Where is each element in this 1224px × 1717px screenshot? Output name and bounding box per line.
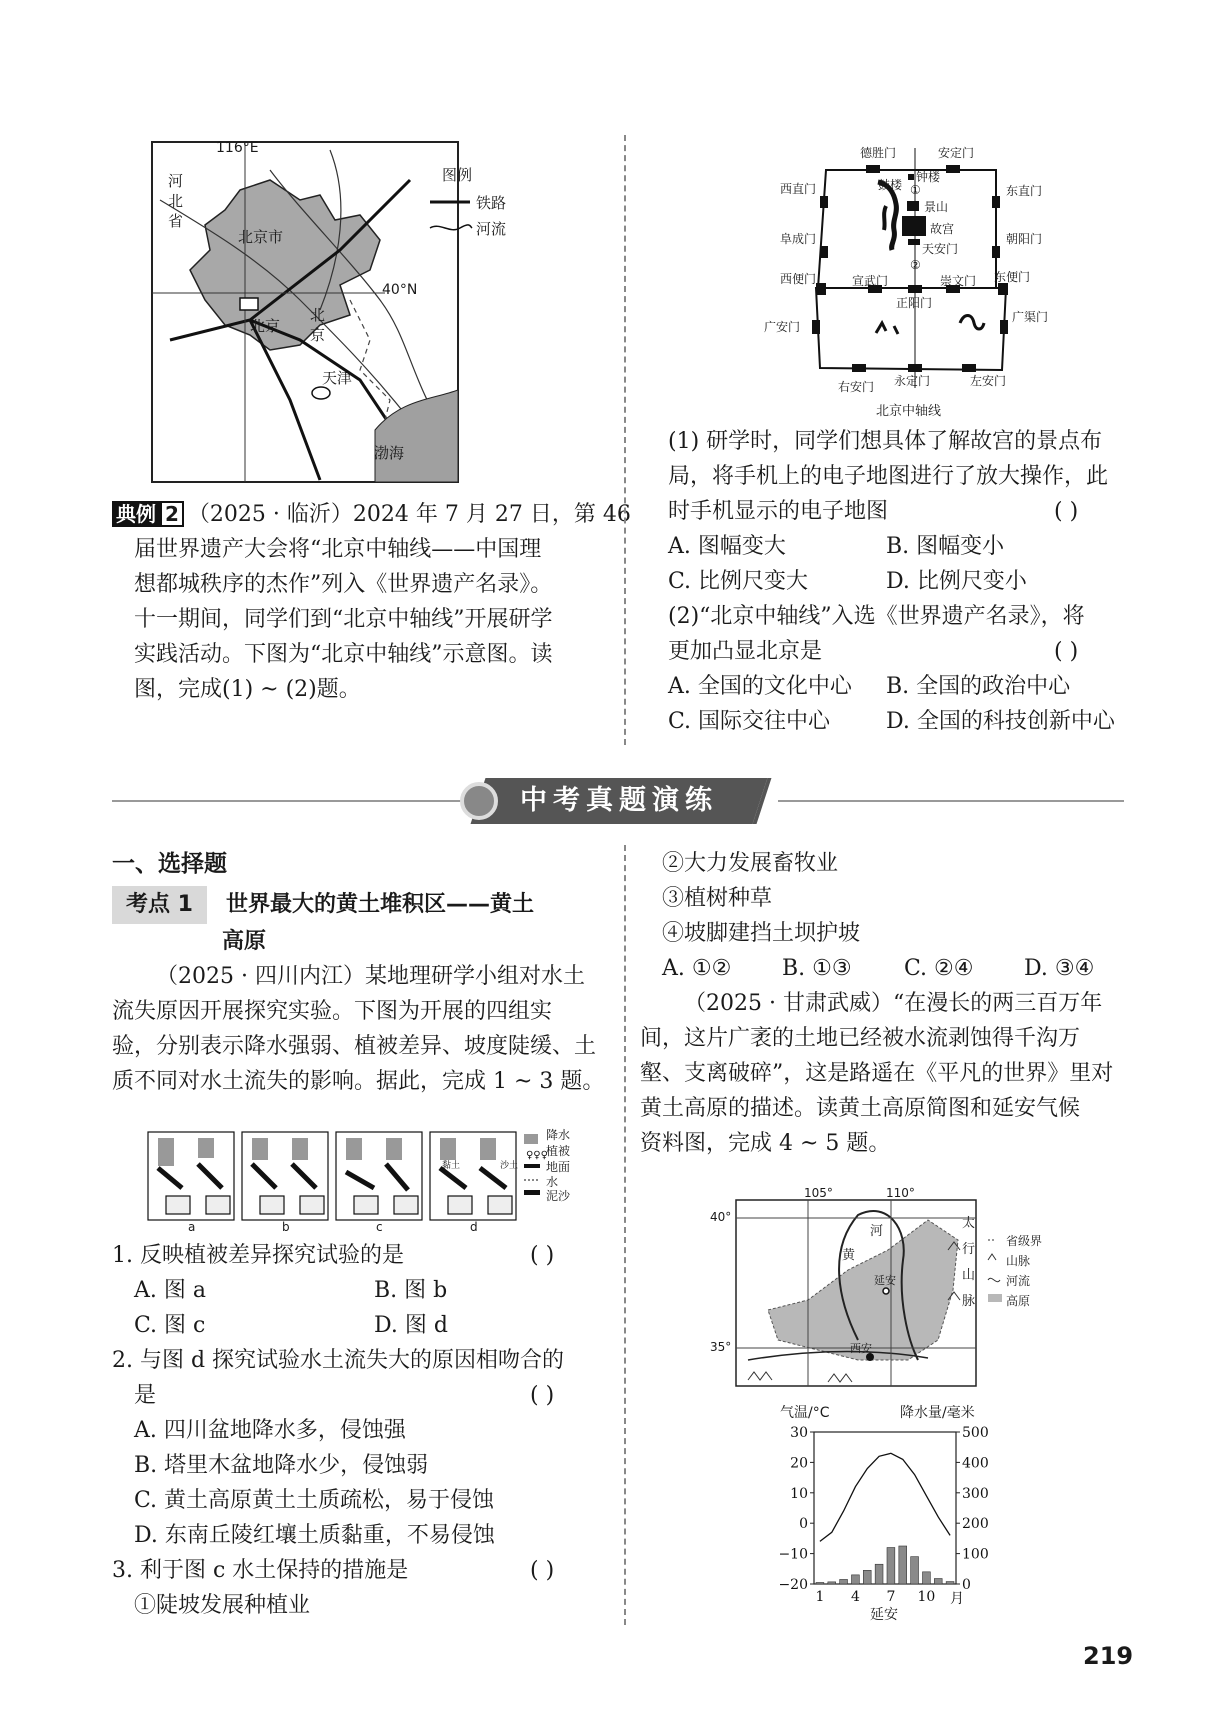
q1-line-1: 局，将手机上的电子地图进行了放大操作，此 (668, 464, 1109, 489)
exp-d-sand: 沙土 (500, 1161, 519, 1171)
exp-label-d: d (470, 1220, 478, 1234)
q2-stem-2: 是 ( ) (112, 1378, 612, 1413)
loess-legend-plateau: 高原 (1006, 1294, 1031, 1308)
precip-tick-label: 200 (962, 1516, 989, 1533)
precip-tick-label: 300 (962, 1485, 989, 1502)
q2-opt-a: A. 四川盆地降水多，侵蚀强 (134, 1418, 406, 1443)
q2-paren: ( ) (530, 1383, 555, 1408)
example2-line-5: 图，完成(1) ~ (2)题。 (134, 677, 361, 702)
column-divider-bottom (624, 845, 626, 1625)
legend-railway: 铁路 (476, 194, 507, 212)
q1-line-2: 时手机显示的电子地图 ( ) (668, 494, 1138, 529)
province-label-2: 北 (168, 192, 184, 210)
temp-tick-label: 30 (790, 1425, 808, 1441)
q1-answer-paren: ( ) (1054, 499, 1079, 524)
q1-paren: ( ) (530, 1243, 555, 1268)
month-tick-label: 4 (850, 1589, 860, 1605)
q1-options-row1: A. 图幅变大 B. 图幅变小 (668, 534, 1005, 559)
landmark-gugong: 故宫 (930, 222, 955, 236)
left-column-bottom (112, 846, 612, 1099)
temp-tick-label: 0 (799, 1516, 808, 1533)
gate-xuanwumen: 宣武门 (852, 274, 889, 288)
loess-plateau-map (708, 1186, 1078, 1410)
q3-item-4: ④坡脚建挡土坝护坡 (662, 921, 861, 946)
exp-label-a: a (188, 1220, 196, 1234)
precip-bar (923, 1572, 931, 1584)
loess-lat1: 40° (710, 1210, 732, 1224)
month-tick-label: 10 (917, 1589, 936, 1605)
example2-line-0: 典例 2 （2025 · 临沂）2024 年 7 月 27 日，第 46 (112, 497, 612, 532)
precip-bar (887, 1548, 895, 1584)
loess-huang: 黄 (842, 1248, 856, 1263)
q2-opt-c: C. 黄土高原黄土土质疏松，易于侵蚀 (134, 1488, 495, 1513)
example2-line-4: 实践活动。下图为“北京中轴线”示意图。读 (134, 642, 553, 667)
month-tick-label: 1 (815, 1589, 825, 1605)
intro-line-2: 验，分别表示降水强弱、植被差异、坡度陡缓、土 (112, 1034, 597, 1059)
kaodian-title-1: 世界最大的黄土堆积区——黄土 (225, 892, 534, 917)
precip-tick-label: 0 (962, 1577, 971, 1593)
loess-taihang-1: 太 (962, 1216, 976, 1231)
axis-map-caption: 北京中轴线 (876, 404, 942, 419)
gate-chongwenmen: 崇文门 (940, 274, 977, 288)
precip-bar (852, 1575, 860, 1584)
q2-opt-b: B. 塔里木盆地降水少，侵蚀弱 (134, 1453, 429, 1478)
province-label-3: 省 (168, 212, 184, 230)
loess-taihang-2: 行 (962, 1242, 976, 1257)
q2-stem-1: 2. 与图 d 探究试验水土流失大的原因相吻合的 (112, 1348, 565, 1373)
loess-legend-river: 河流 (1006, 1274, 1031, 1288)
gate-zhengyangmen: 正阳门 (896, 296, 933, 310)
beijing-label: 北京 (250, 317, 281, 335)
precip-axis-label: 降水量/毫米 (900, 1405, 975, 1421)
intro2-line-3: 黄土高原的描述。读黄土高原简图和延安气候 (640, 1096, 1081, 1121)
q2-options-row2: C. 国际交往中心 D. 全国的科技创新中心 (668, 709, 1115, 734)
legend-title: 图例 (442, 166, 473, 184)
gate-fuchengmen: 阜成门 (780, 232, 817, 246)
beijing-region-map (150, 140, 710, 490)
gate-guanganmen: 广安门 (764, 320, 801, 334)
landmark-zhonglou: 钟楼 (916, 170, 941, 184)
marker-2: ② (910, 258, 921, 272)
landmark-gulou: 鼓楼 (878, 178, 903, 192)
intro-line-3: 质不同对水土流失的影响。据此，完成 1 ~ 3 题。 (112, 1069, 605, 1094)
precip-bar (911, 1557, 919, 1584)
gate-chaoyangmen: 朝阳门 (1006, 232, 1043, 246)
gate-youanmen: 右安门 (838, 380, 875, 394)
q2-line-1: 更加凸显北京是 ( ) (668, 634, 1138, 669)
legend-river: 河流 (476, 220, 507, 238)
exp-legend-vegetation: 植被 (546, 1144, 571, 1158)
section-banner (460, 778, 780, 824)
beijing-short-2: 京 (310, 326, 326, 344)
province-label-1: 河 (168, 172, 184, 190)
central-axis-map (756, 138, 1056, 428)
loess-lon2: 110° (886, 1186, 915, 1200)
intro2-line-1: 间，这片广袤的土地已经被水流剥蚀得千沟万 (640, 1026, 1081, 1051)
precip-bar (840, 1579, 848, 1584)
precip-tick-label: 100 (962, 1546, 989, 1563)
banner-dot-icon (460, 782, 498, 820)
loess-taihang-4: 脉 (962, 1294, 976, 1309)
temp-tick-label: 10 (790, 1485, 808, 1502)
tianjin-label: 天津 (322, 369, 353, 387)
q3-item-3: ③植树种草 (662, 886, 773, 911)
intro2-line-2: 壑、支离破碎”，这是路遥在《平凡的世界》里对 (640, 1061, 1114, 1086)
banner-title: 中考真题演练 (520, 785, 718, 816)
svg-text:♀♀♀: ♀♀♀ (526, 1150, 548, 1161)
banner-line-right (778, 800, 1124, 802)
precip-tick-label: 500 (962, 1425, 989, 1441)
beijing-city-label: 北京市 (238, 228, 284, 246)
climate-caption: 延安 (870, 1607, 898, 1623)
q2-line-0: (2)“北京中轴线”入选《世界遗产名录》，将 (668, 604, 1085, 629)
q3-options: A. ①② B. ①③ C. ②④ D. ③④ (662, 956, 1095, 981)
climate-plot (770, 1402, 1010, 1624)
exp-legend-ground: 地面 (546, 1160, 571, 1174)
example2-block (112, 497, 631, 707)
gate-deshengmen: 德胜门 (860, 146, 897, 160)
exp-label-b: b (282, 1220, 290, 1234)
beijing-short-1: 北 (310, 306, 326, 324)
kaodian-title-2: 高原 (222, 929, 267, 954)
example-tag: 典例 (112, 501, 160, 527)
q1-stem: 1. 反映植被差异探究试验的是 ( ) (112, 1238, 612, 1273)
exp-legend-sediment: 泥沙 (546, 1189, 571, 1203)
intro-line-1: 流失原因开展探究实验。下图为开展的四组实 (112, 999, 553, 1024)
page-number: 219 (1083, 1642, 1134, 1670)
temp-tick-label: 20 (790, 1455, 808, 1472)
temperature-line (820, 1453, 950, 1541)
temp-tick-label: −10 (778, 1546, 808, 1563)
q1-line-0: (1) 研学时，同学们想具体了解故宫的景点布 (668, 429, 1103, 454)
loess-lat2: 35° (710, 1340, 732, 1354)
loess-legend-mountain: 山脉 (1006, 1254, 1031, 1268)
experiment-diagram (146, 1130, 606, 1236)
q3-item-1: ①陡坡发展种植业 (134, 1593, 311, 1618)
banner-line-left (112, 800, 464, 802)
loess-taihang-3: 山 (962, 1268, 976, 1283)
example2-line-2: 想都城秩序的杰作”列入《世界遗产名录》。 (134, 572, 553, 597)
gate-zuoanmen: 左安门 (970, 374, 1007, 388)
column-divider-top (624, 135, 626, 745)
q2-answer-paren: ( ) (1054, 639, 1079, 664)
section-title: 一、选择题 (112, 851, 227, 877)
gate-xizhimen: 西直门 (780, 182, 817, 196)
kaodian-row (112, 886, 612, 924)
temp-tick-label: −20 (778, 1577, 808, 1593)
intro2-line-4: 资料图，完成 4 ~ 5 题。 (640, 1131, 891, 1156)
q1-opts-row2: C. 图 c D. 图 d (134, 1313, 448, 1338)
month-unit-label: 月 (950, 1591, 964, 1607)
exp-legend-rain: 降水 (546, 1128, 571, 1142)
precip-bar (946, 1582, 954, 1584)
loess-yanan: 延安 (874, 1274, 896, 1287)
gate-guangqumen: 广渠门 (1012, 310, 1049, 324)
q1-opts-row1: A. 图 a B. 图 b (134, 1278, 448, 1303)
precip-bar (934, 1579, 942, 1584)
exp-d-clay: 黏土 (442, 1161, 461, 1171)
example2-line-3: 十一期间，同学们到“北京中轴线”开展研学 (134, 607, 553, 632)
right-column-bottom (640, 846, 1140, 1161)
precip-bar (875, 1564, 883, 1584)
q2-opt-d: D. 东南丘陵红壤土质黏重，不易侵蚀 (134, 1523, 495, 1548)
exp-legend-water: 水 (546, 1175, 559, 1189)
longitude-label: 116°E (216, 140, 259, 156)
landmark-tiananmen: 天安门 (922, 242, 959, 256)
questions-1-3 (112, 1238, 612, 1623)
gate-yongdingmen: 永定门 (894, 374, 931, 388)
intro2-line-0: （2025 · 甘肃武威）“在漫长的两三百万年 (684, 991, 1103, 1016)
temp-axis-label: 气温/°C (780, 1405, 830, 1421)
month-tick-label: 7 (886, 1589, 896, 1605)
loess-he: 河 (870, 1224, 884, 1239)
q1-options-row2: C. 比例尺变大 D. 比例尺变小 (668, 569, 1027, 594)
loess-lon1: 105° (804, 1186, 833, 1200)
example-num: 2 (160, 501, 184, 527)
gate-andingmen: 安定门 (938, 146, 975, 160)
yanan-climate-chart (770, 1402, 1010, 1624)
example2-questions (668, 424, 1138, 739)
intro-line-0: （2025 · 四川内江）某地理研学小组对水土 (156, 964, 585, 989)
example2-line-1: 届世界遗产大会将“北京中轴线——中国理 (134, 537, 542, 562)
loess-xian: 西安 (850, 1342, 872, 1355)
exp-label-c: c (376, 1220, 383, 1234)
kaodian-tag: 考点 1 (112, 886, 207, 924)
precip-bar (828, 1582, 836, 1584)
precip-bar (816, 1582, 824, 1584)
gate-dongbianmen: 东便门 (994, 270, 1031, 284)
precip-tick-label: 400 (962, 1455, 989, 1472)
q2-options-row1: A. 全国的文化中心 B. 全国的政治中心 (668, 674, 1071, 699)
gate-dongzhimen: 东直门 (1006, 184, 1043, 198)
gate-xibianmen: 西便门 (780, 272, 817, 286)
bohai-label: 渤海 (374, 444, 405, 462)
latitude-label: 40°N (382, 282, 418, 298)
landmark-jingshan: 景山 (924, 200, 949, 214)
loess-legend-boundary: 省级界 (1006, 1234, 1043, 1248)
q3-paren: ( ) (530, 1558, 555, 1583)
marker-1: ① (910, 183, 921, 197)
precip-bar (863, 1570, 871, 1584)
precip-bar (899, 1546, 907, 1584)
q3-stem: 3. 利于图 c 水土保持的措施是 ( ) (112, 1553, 612, 1588)
q3-item-2: ②大力发展畜牧业 (662, 851, 839, 876)
